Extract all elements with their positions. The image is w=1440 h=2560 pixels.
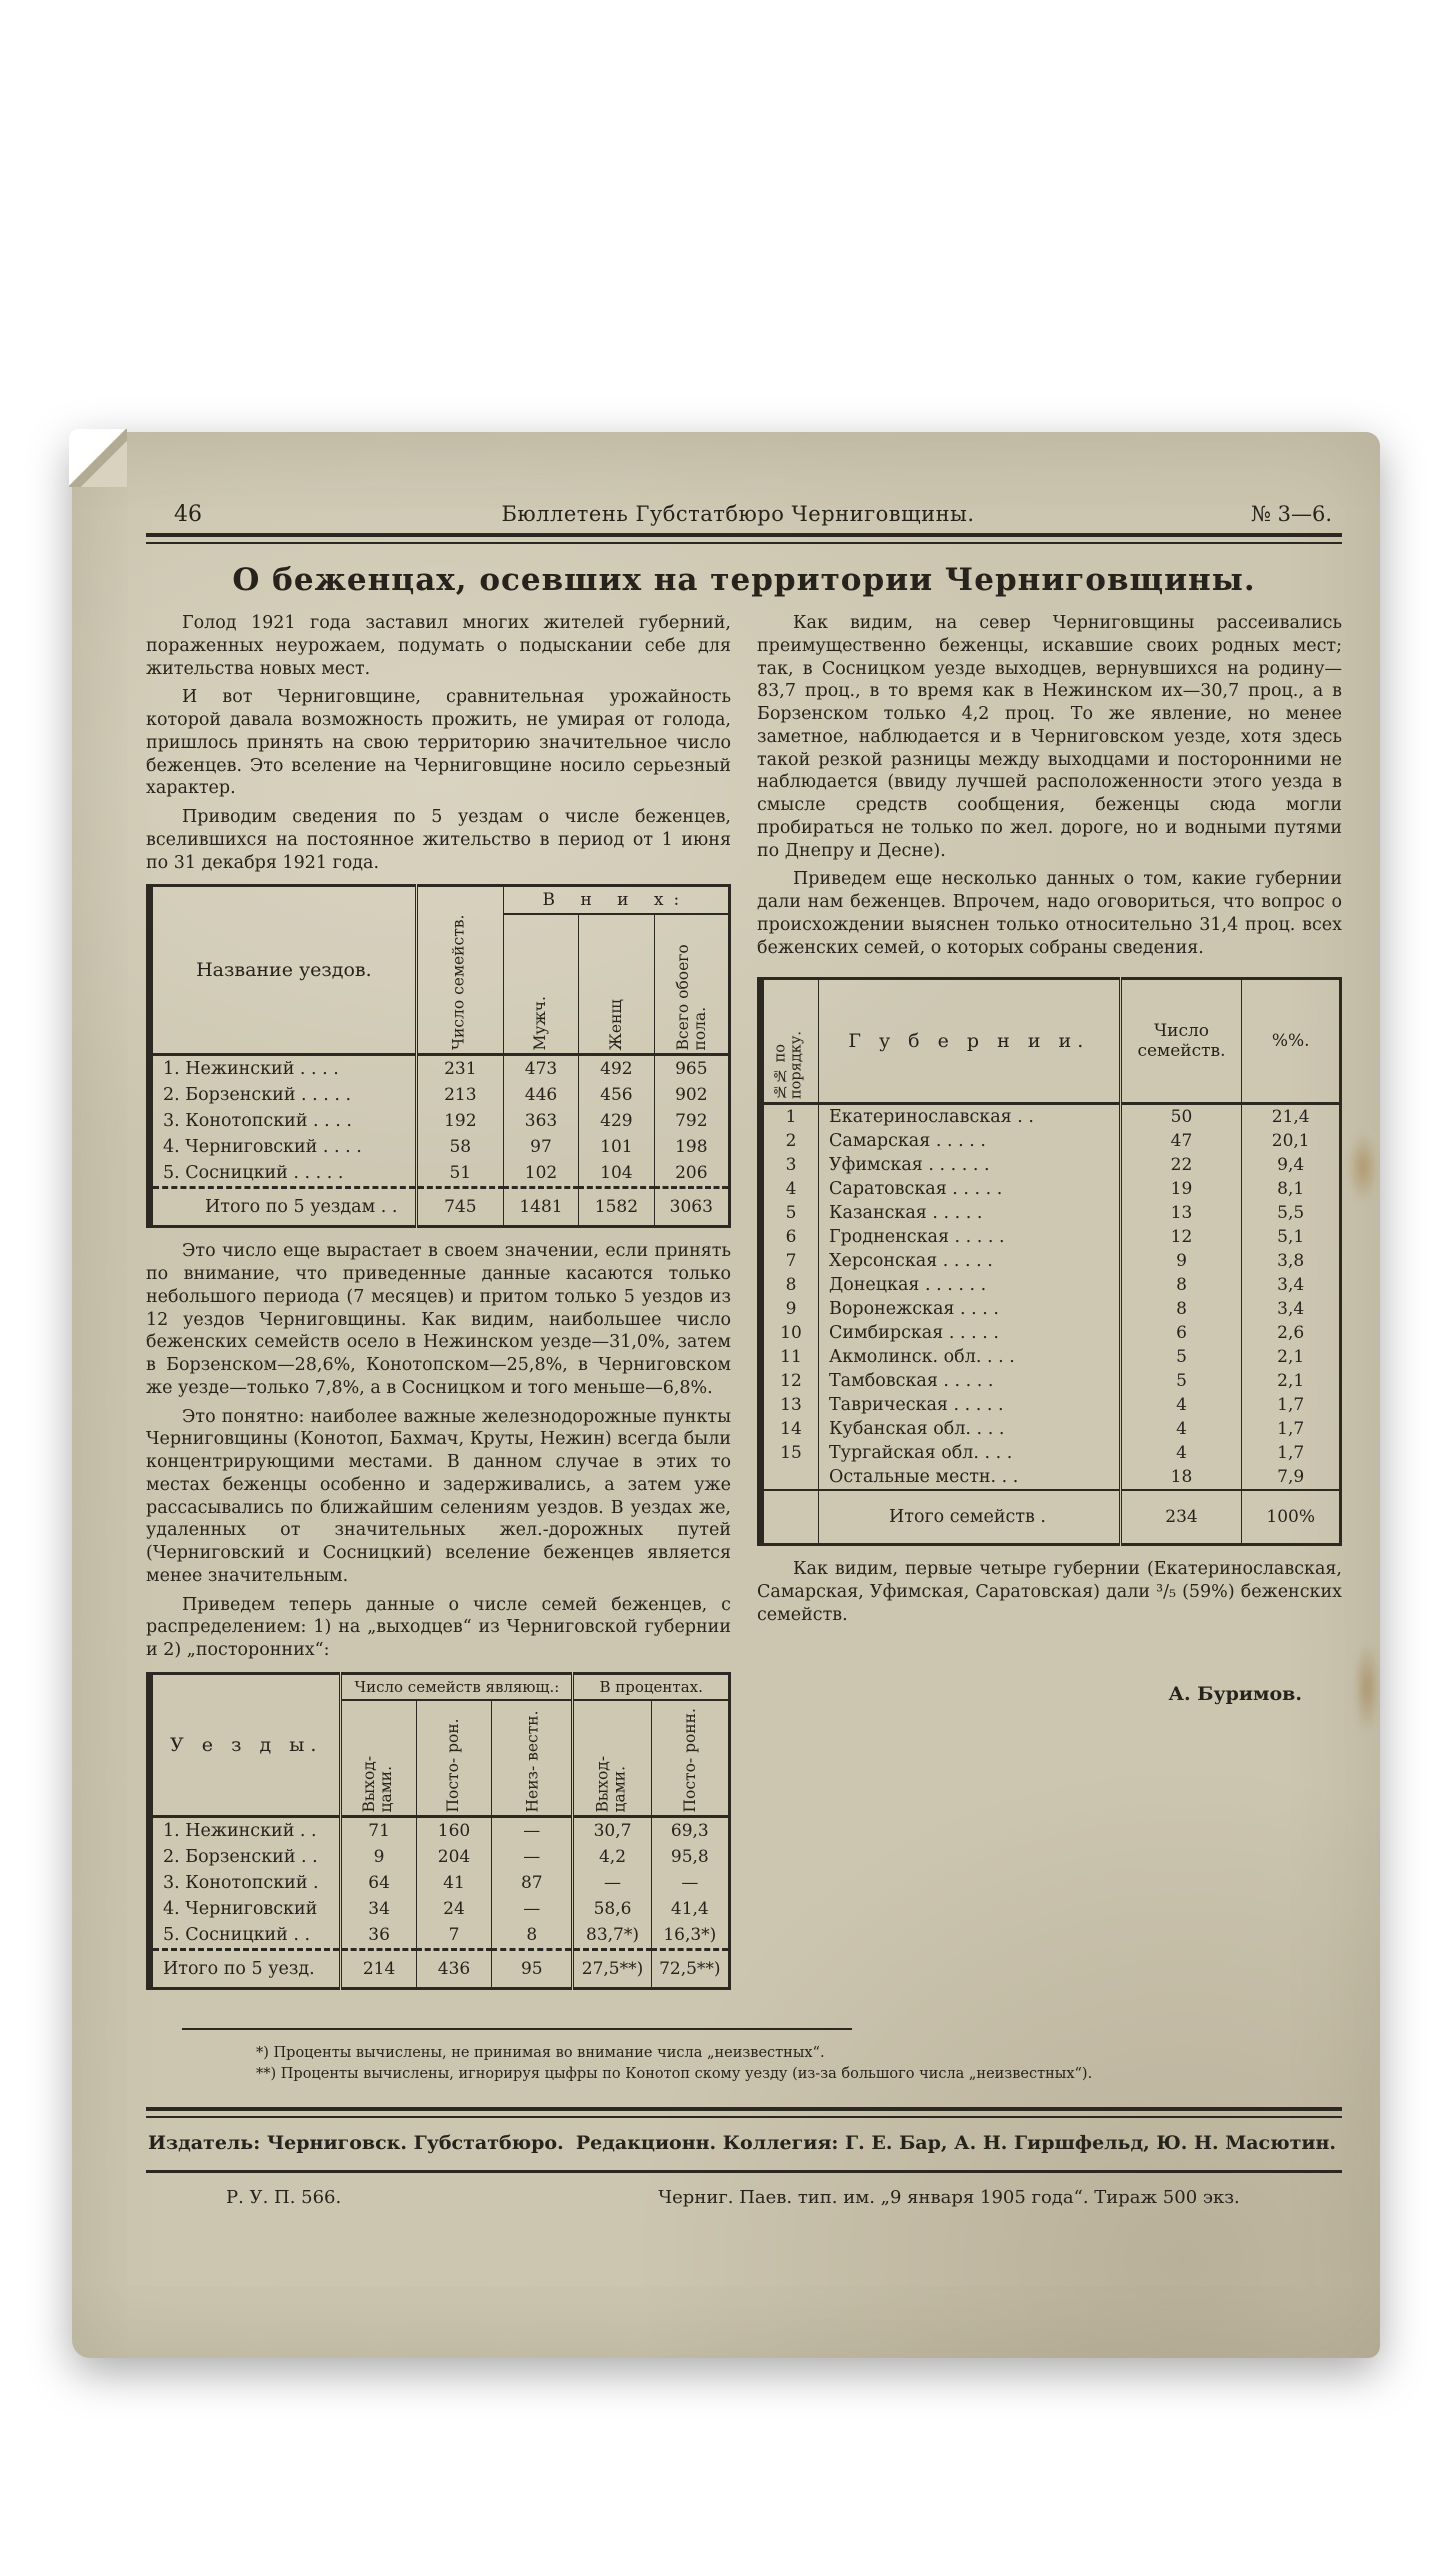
uezd-name-cell: 3. Конотопский . (150, 1870, 341, 1896)
pct-emigrants-cell: 30,7 (573, 1816, 651, 1844)
outsiders-cell: 24 (416, 1896, 491, 1922)
table-row (761, 1465, 1341, 1490)
column-group-in-them: В н и х: (503, 886, 729, 915)
publisher-row (148, 2132, 1336, 2154)
unknown-cell: 87 (492, 1870, 573, 1896)
paragraph: Приведем еще несколько данных о том, какие губернии дали нам беженцев. Впрочем, надо оговориться, что вопрос о происхождении выяснен только относительно 31,4 проц. всех беженских семей, о которых собраны сведения. (757, 869, 1342, 958)
table-row (761, 1177, 1341, 1201)
table-row (761, 1369, 1341, 1393)
table-row (150, 1816, 730, 1844)
table-row (761, 1393, 1341, 1417)
families-cell: 50 (1120, 1104, 1242, 1130)
families-cell: 19 (1120, 1177, 1242, 1201)
emigrants-cell: 71 (341, 1816, 416, 1844)
pct-outsiders-cell: 16,3*) (651, 1922, 729, 1950)
order-number-cell: 10 (761, 1321, 819, 1345)
uezd-name-cell: 5. Сосницкий . . (150, 1922, 341, 1950)
article-title: О беженцах, осевших на территории Черниговщины. (232, 562, 1256, 598)
table-row (150, 1844, 730, 1870)
families-cell: 12 (1120, 1225, 1242, 1249)
percent-cell: 1,7 (1242, 1393, 1341, 1417)
two-column-layout (146, 612, 1342, 2002)
percent-cell: 2,6 (1242, 1321, 1341, 1345)
gubernia-name-cell: Гродненская . . . . . (819, 1225, 1121, 1249)
column-header-unknown: Неиз- вестн. (492, 1700, 573, 1817)
unknown-cell: — (492, 1844, 573, 1870)
order-number-cell (761, 1465, 819, 1490)
order-number-cell: 13 (761, 1393, 819, 1417)
column-header-families: Число семейств. (416, 886, 503, 1055)
percent-cell: 2,1 (1242, 1345, 1341, 1369)
pct-outsiders-cell: 95,8 (651, 1844, 729, 1870)
percent-cell: 2,1 (1242, 1369, 1341, 1393)
pct-emigrants-cell: 4,2 (573, 1844, 651, 1870)
men-cell: 102 (503, 1160, 578, 1188)
paragraph: Голод 1921 года заставил многих жителей губерний, пораженных неурожаем, подумать о подыскании себе для жительства новых мест. (146, 613, 731, 679)
bulletin-title: Бюллетень Губстатбюро Черниговщины. (501, 502, 975, 526)
masthead (174, 502, 1332, 527)
gubernia-name-cell: Саратовская . . . . . (819, 1177, 1121, 1201)
families-cell: 4 (1120, 1417, 1242, 1441)
order-number-cell: 4 (761, 1177, 819, 1201)
paragraph: Это понятно: наиболее важные железнодорожные пункты Черниговщины (Конотоп, Бахмач, Круты, Нежин) всегда были концентрирующими местами. В данном случае в этих то местах беженцы особенно и задерживались, а затем уже рассасывались по ближайшим селениям уездов. В уездах же, удаленных от значительных жел.-дорожных путей (Черниговский и Сосницкий) вселение беженцев является менее значительным. (146, 1406, 731, 1586)
order-number-cell: 3 (761, 1153, 819, 1177)
outsiders-cell: 204 (416, 1844, 491, 1870)
column-header-women: Женщ (579, 914, 654, 1055)
column-header-gubernia: Г у б е р н и и. (819, 979, 1121, 1104)
table-row (761, 1225, 1341, 1249)
column-header-both-sexes: Всего обоего пола. (654, 914, 729, 1055)
percent-cell: 3,8 (1242, 1249, 1341, 1273)
percent-cell: 1,7 (1242, 1417, 1341, 1441)
percent-cell: 8,1 (1242, 1177, 1341, 1201)
table-row (150, 1922, 730, 1950)
table-row (761, 1153, 1341, 1177)
both-sexes-cell: 792 (654, 1108, 729, 1134)
uezd-name-cell: 1. Нежинский . . . . (150, 1055, 417, 1083)
order-number-cell: 1 (761, 1104, 819, 1130)
column-header-pct-outsiders: Посто- ронн. (651, 1700, 729, 1817)
order-number-cell: 6 (761, 1225, 819, 1249)
pct-emigrants-cell: — (573, 1870, 651, 1896)
families-cell: 18 (1120, 1465, 1242, 1490)
table-row (761, 1441, 1341, 1465)
column-group-family-counts: Число семейств являющ.: (341, 1673, 573, 1700)
footnote-rule (182, 2028, 852, 2030)
paragraph: И вот Черниговщине, сравнительная урожайность которой давала возможность прожить, не умирая от голода, пришлось принять на свою территорию значительное число беженцев. Это вселение на Черниговщине носило серьезный характер. (146, 687, 731, 799)
total-label: Итого по 5 уезд. (150, 1949, 341, 1988)
issue-number: № 3—6. (1251, 502, 1332, 526)
table-row (761, 1297, 1341, 1321)
editorial-board: Редакционн. Коллегия: Г. Е. Бар, А. Н. Гиршфельд, Ю. Н. Масютин. (575, 2131, 1336, 2154)
table-row (761, 1417, 1341, 1441)
total-both: 3063 (654, 1188, 729, 1227)
both-sexes-cell: 965 (654, 1055, 729, 1083)
unknown-cell: 8 (492, 1922, 573, 1950)
percent-cell: 9,4 (1242, 1153, 1341, 1177)
men-cell: 363 (503, 1108, 578, 1134)
families-cell: 9 (1120, 1249, 1242, 1273)
gubernia-name-cell: Тамбовская . . . . . (819, 1369, 1121, 1393)
families-cell: 8 (1120, 1297, 1242, 1321)
uezd-name-cell: 2. Борзенский . . (150, 1844, 341, 1870)
both-sexes-cell: 902 (654, 1082, 729, 1108)
families-cell: 58 (416, 1134, 503, 1160)
paragraph: Как видим, первые четыре губернии (Екатеринославская, Самарская, Уфимская, Саратовская) дали ³/₅ (59%) беженских семейств. (757, 1559, 1342, 1625)
women-cell: 456 (579, 1082, 654, 1108)
percent-cell: 7,9 (1242, 1465, 1341, 1490)
gubernia-name-cell: Воронежская . . . . (819, 1297, 1121, 1321)
families-cell: 4 (1120, 1441, 1242, 1465)
percent-cell: 1,7 (1242, 1441, 1341, 1465)
total-label: Итого семейств . (819, 1490, 1121, 1545)
empty-cell (761, 1490, 819, 1545)
publisher: Издатель: Черниговск. Губстатбюро. (148, 2131, 564, 2154)
outsiders-cell: 160 (416, 1816, 491, 1844)
footer-rule (146, 2107, 1342, 2118)
table-row (761, 1104, 1341, 1130)
column-header-uezd-name: Название уездов. (150, 886, 417, 1055)
emigrants-cell: 64 (341, 1870, 416, 1896)
column-header-outsiders: Посто- рон. (416, 1700, 491, 1817)
families-cell: 13 (1120, 1201, 1242, 1225)
column-header-uezds: У е з д ы. (150, 1673, 341, 1816)
gubernia-name-cell: Самарская . . . . . (819, 1129, 1121, 1153)
order-number-cell: 9 (761, 1297, 819, 1321)
table-row (761, 1201, 1341, 1225)
uezd-name-cell: 2. Борзенский . . . . . (150, 1082, 417, 1108)
right-column (757, 612, 1342, 1705)
women-cell: 492 (579, 1055, 654, 1083)
left-column (146, 612, 731, 2002)
table-row (761, 1129, 1341, 1153)
percent-cell: 21,4 (1242, 1104, 1341, 1130)
pct-emigrants-cell: 58,6 (573, 1896, 651, 1922)
column-group-percent: В процентах. (573, 1673, 730, 1700)
families-cell: 8 (1120, 1273, 1242, 1297)
men-cell: 473 (503, 1055, 578, 1083)
order-number-cell: 15 (761, 1441, 819, 1465)
unknown-cell: — (492, 1896, 573, 1922)
origin-table-body (150, 1816, 730, 1949)
total-emigrants: 214 (341, 1949, 416, 1988)
percent-cell: 5,5 (1242, 1201, 1341, 1225)
order-number-cell: 11 (761, 1345, 819, 1369)
gubernia-table (757, 977, 1342, 1546)
families-cell: 213 (416, 1082, 503, 1108)
unknown-cell: — (492, 1816, 573, 1844)
table-row (150, 1055, 730, 1083)
gubernia-name-cell: Херсонская . . . . . (819, 1249, 1121, 1273)
uezd-name-cell: 3. Конотопский . . . . (150, 1108, 417, 1134)
table-row (761, 1345, 1341, 1369)
table-row (761, 1273, 1341, 1297)
gubernia-table-body (761, 1104, 1341, 1491)
families-cell: 47 (1120, 1129, 1242, 1153)
women-cell: 429 (579, 1108, 654, 1134)
families-cell: 231 (416, 1055, 503, 1083)
total-pct-outsiders: 72,5**) (651, 1949, 729, 1988)
both-sexes-cell: 198 (654, 1134, 729, 1160)
total-families: 745 (416, 1188, 503, 1227)
families-cell: 51 (416, 1160, 503, 1188)
families-cell: 4 (1120, 1393, 1242, 1417)
column-header-families: Число семейств. (1120, 979, 1242, 1104)
refugees-by-uezd-table (146, 884, 731, 1228)
paragraph: Приведем теперь данные о числе семей беженцев, с распределением: 1) на „выходцев“ из Черниговской губернии и 2) „посторонних“: (146, 1594, 731, 1660)
gubernia-name-cell: Донецкая . . . . . . (819, 1273, 1121, 1297)
families-cell: 22 (1120, 1153, 1242, 1177)
pct-outsiders-cell: 41,4 (651, 1896, 729, 1922)
uezd-name-cell: 5. Сосницкий . . . . . (150, 1160, 417, 1188)
paragraph: Это число еще вырастает в своем значении, если принять по внимание, что приведенные данные касаются только небольшого периода (7 месяцев) и притом только 5 уездов из 12 уездов Черниговщины. Как видим, наибольшее число беженских семейств осело в Нежинском уезде—31,0%, затем в Борзенском—28,6%, Конотопском—25,8%, в Черниговском же уезде—только 7,8%, а в Сосницком и того меньше—6,8%. (146, 1241, 731, 1398)
uezd-name-cell: 4. Черниговский (150, 1896, 341, 1922)
paper-stain (1348, 1132, 1378, 1202)
total-outsiders: 436 (416, 1949, 491, 1988)
men-cell: 97 (503, 1134, 578, 1160)
footnote-1: *) Проценты вычислены, не принимая во внимание числа „неизвестных“. (256, 2044, 825, 2061)
print-info: Черниг. Паев. тип. им. „9 января 1905 года“. Тираж 500 экз. (658, 2186, 1240, 2208)
gubernia-name-cell: Казанская . . . . . (819, 1201, 1121, 1225)
order-number-cell: 5 (761, 1201, 819, 1225)
uezd-table-body (150, 1055, 730, 1188)
total-women: 1582 (579, 1188, 654, 1227)
uezd-name-cell: 1. Нежинский . . (150, 1816, 341, 1844)
column-header-emigrants: Выход- цами. (341, 1700, 416, 1817)
print-rule (146, 2170, 1342, 2173)
gubernia-name-cell: Кубанская обл. . . . (819, 1417, 1121, 1441)
gubernia-name-cell: Таврическая . . . . . (819, 1393, 1121, 1417)
scanned-page (72, 432, 1380, 2358)
table-row (761, 1249, 1341, 1273)
origin-split-table (146, 1672, 731, 1990)
percent-cell: 3,4 (1242, 1297, 1341, 1321)
table-row (150, 1134, 730, 1160)
percent-cell: 5,1 (1242, 1225, 1341, 1249)
emigrants-cell: 9 (341, 1844, 416, 1870)
total-men: 1481 (503, 1188, 578, 1227)
both-sexes-cell: 206 (654, 1160, 729, 1188)
total-families: 234 (1120, 1490, 1242, 1545)
order-number-cell: 12 (761, 1369, 819, 1393)
masthead-rule (146, 533, 1342, 544)
total-row (761, 1490, 1341, 1545)
total-row (150, 1188, 730, 1227)
gubernia-name-cell: Акмолинск. обл. . . . (819, 1345, 1121, 1369)
table-row (150, 1896, 730, 1922)
gubernia-name-cell: Тургайская обл. . . . (819, 1441, 1121, 1465)
pct-outsiders-cell: — (651, 1870, 729, 1896)
total-pct-emigrants: 27,5**) (573, 1949, 651, 1988)
print-code: Р. У. П. 566. (226, 2186, 342, 2208)
gubernia-name-cell: Уфимская . . . . . . (819, 1153, 1121, 1177)
order-number-cell: 8 (761, 1273, 819, 1297)
order-number-cell: 2 (761, 1129, 819, 1153)
outsiders-cell: 41 (416, 1870, 491, 1896)
total-percent: 100% (1242, 1490, 1341, 1545)
women-cell: 101 (579, 1134, 654, 1160)
author-signature: А. Буримов. (1168, 1682, 1302, 1705)
table-row (150, 1108, 730, 1134)
column-header-men: Мужч. (503, 914, 578, 1055)
total-label: Итого по 5 уездам . . (150, 1188, 417, 1227)
total-unknown: 95 (492, 1949, 573, 1988)
page-corner-curl (69, 429, 127, 487)
percent-cell: 20,1 (1242, 1129, 1341, 1153)
outsiders-cell: 7 (416, 1922, 491, 1950)
emigrants-cell: 34 (341, 1896, 416, 1922)
emigrants-cell: 36 (341, 1922, 416, 1950)
print-row (146, 2187, 1342, 2208)
column-header-pct-emigrants: Выход- цами. (573, 1700, 651, 1817)
table-row (150, 1082, 730, 1108)
uezd-name-cell: 4. Черниговский . . . . (150, 1134, 417, 1160)
gubernia-name-cell: Екатеринославская . . (819, 1104, 1121, 1130)
column-header-percent: %%. (1242, 979, 1341, 1104)
paragraph: Приводим сведения по 5 уездам о числе беженцев, вселившихся на постоянное жительство в период от 1 июня по 31 декабря 1921 года. (146, 807, 731, 873)
paper-stain (1354, 1642, 1380, 1732)
families-cell: 5 (1120, 1369, 1242, 1393)
table-row (761, 1321, 1341, 1345)
gubernia-name-cell: Симбирская . . . . . (819, 1321, 1121, 1345)
page-number: 46 (174, 502, 202, 527)
table-row (150, 1870, 730, 1896)
men-cell: 446 (503, 1082, 578, 1108)
families-cell: 6 (1120, 1321, 1242, 1345)
pct-emigrants-cell: 83,7*) (573, 1922, 651, 1950)
column-header-order-number: №№ по порядку. (761, 979, 819, 1104)
order-number-cell: 7 (761, 1249, 819, 1273)
percent-cell: 3,4 (1242, 1273, 1341, 1297)
families-cell: 5 (1120, 1345, 1242, 1369)
order-number-cell: 14 (761, 1417, 819, 1441)
footnote-2: **) Проценты вычислены, игнорируя цыфры по Конотоп скому уезду (из-за большого числа „неизвестных“). (256, 2066, 1093, 2083)
total-row (150, 1949, 730, 1988)
pct-outsiders-cell: 69,3 (651, 1816, 729, 1844)
families-cell: 192 (416, 1108, 503, 1134)
paragraph: Как видим, на север Черниговщины рассеивались преимущественно беженцы, искавшие своих родных мест; так, в Сосницком уезде выходцев, вернувшихся на родину—83,7 проц., в то время как в Нежинском их—30,7 проц., а в Борзенском только 4,2 проц. То же явление, но менее заметное, наблюдается и в Черниговском уезде, хотя здесь такой резкой разницы между выходцами и посторонними не наблюдается (ввиду лучшей расположенности этого уезда в смысле средств сообщения, беженцы сюда могли пробираться не только по жел. дороге, но и водными путями по Днепру и Десне). (757, 613, 1342, 861)
table-row (150, 1160, 730, 1188)
gubernia-name-cell: Остальные местн. . . (819, 1465, 1121, 1490)
women-cell: 104 (579, 1160, 654, 1188)
